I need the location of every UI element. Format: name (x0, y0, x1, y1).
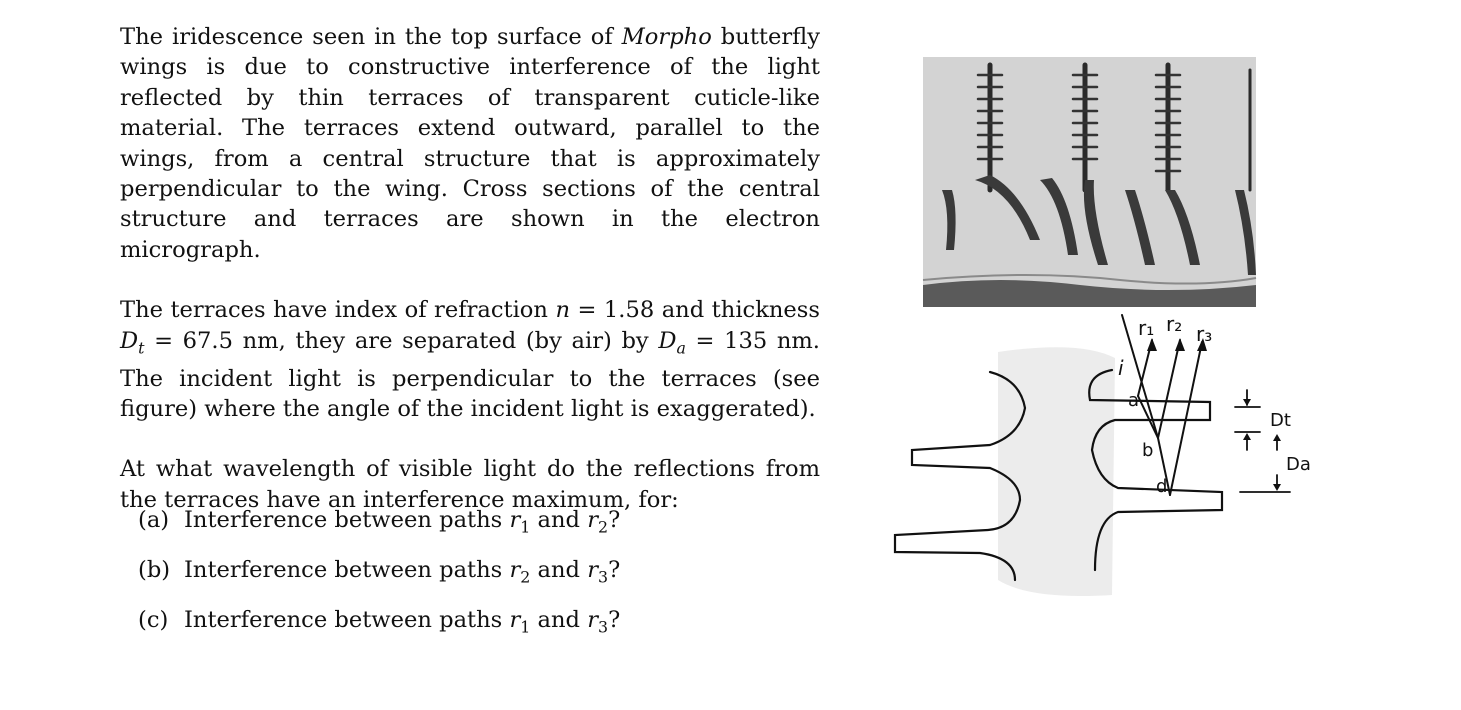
problem-text (120, 22, 820, 515)
label-i: i (1118, 356, 1124, 380)
question-a-and: and (530, 507, 588, 533)
question-b-label: (b) (138, 557, 171, 583)
question-paragraph: At what wavelength of visible light do the reflections from the terraces have an interference maximum, for: (120, 456, 820, 513)
label-r1: r₁ (1138, 316, 1155, 340)
question-a (138, 505, 620, 555)
path-symbol: r (587, 607, 599, 633)
question-list (138, 505, 620, 655)
dimension-marks (1235, 390, 1290, 492)
question-b-text: Interference between paths (184, 557, 510, 583)
path-subscript: 2 (598, 517, 609, 537)
question-c (138, 605, 620, 655)
figure-panel (880, 40, 1311, 600)
path-subscript: 1 (520, 617, 531, 637)
path-symbol: r (509, 607, 521, 633)
params-text-3: = 67.5 nm, they are separated (by air) by (144, 327, 659, 354)
question-mark: ? (608, 607, 621, 633)
intro-paragraph (120, 22, 820, 265)
question-a-text: Interference between paths (184, 507, 510, 533)
question-b-and: and (530, 557, 588, 583)
question-b (138, 555, 620, 605)
question-a-label: (a) (138, 507, 170, 533)
intro-text-end: butterfly wings is due to constructive interference of the light reflected by thin terraces of transparent cuticle-like material. The terraces extend outward, parallel to the wings, from a central structure that is approximately perpendicular to the wing. Cross sections of the central structure and terraces are shown in the electron micrograph. (120, 24, 820, 263)
question-mark: ? (608, 507, 621, 533)
path-symbol: r (509, 557, 521, 583)
parameters-paragraph (120, 295, 820, 424)
ray-r2 (1158, 340, 1180, 438)
question-mark: ? (608, 557, 621, 583)
n-symbol: n (555, 297, 571, 324)
figure-svg (880, 40, 1300, 600)
params-text-1: The terraces have index of refraction (120, 297, 556, 324)
params-text-4: = 135 nm. The incident light is perpendicular to the terraces (see figure) where the angle of the incident light is exaggerated). (120, 327, 820, 422)
label-b: b (1142, 440, 1154, 461)
intro-text-start: The iridescence seen in the top surface of (120, 24, 622, 50)
da-subscript: a (676, 338, 686, 358)
schematic-diagram (895, 315, 1290, 596)
dt-symbol: D (120, 327, 139, 354)
label-r2: r₂ (1166, 312, 1183, 336)
question-c-and: and (530, 607, 588, 633)
label-d: d (1156, 476, 1168, 497)
dt-subscript: t (138, 338, 145, 358)
path-symbol: r (509, 507, 521, 533)
electron-micrograph (923, 57, 1256, 307)
path-subscript: 2 (520, 567, 531, 587)
path-subscript: 3 (598, 617, 609, 637)
path-symbol: r (587, 557, 599, 583)
path-subscript: 1 (520, 517, 531, 537)
question-c-label: (c) (138, 607, 169, 633)
da-symbol: D (658, 327, 677, 354)
path-subscript: 3 (598, 567, 609, 587)
path-symbol: r (587, 507, 599, 533)
params-text-2: = 1.58 and thickness (570, 297, 820, 324)
morpho-italic: Morpho (621, 24, 712, 50)
label-da: Da (1286, 454, 1311, 475)
label-dt: Dt (1270, 410, 1291, 431)
question-c-text: Interference between paths (184, 607, 510, 633)
label-a: a (1128, 390, 1140, 411)
label-r3: r₃ (1196, 322, 1213, 346)
schematic-shading (998, 347, 1115, 596)
